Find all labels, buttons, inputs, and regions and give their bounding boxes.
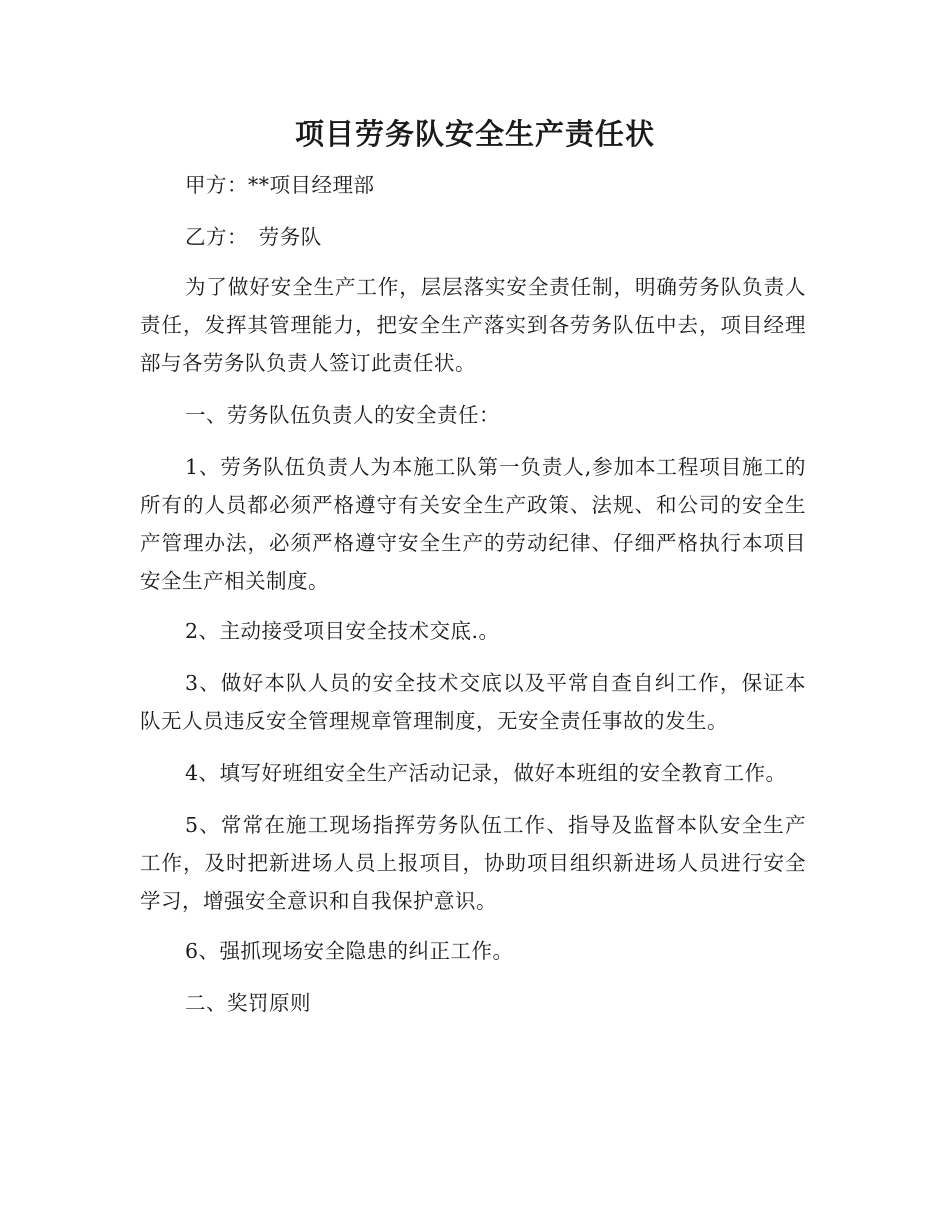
responsibility-item-6: 6、强抓现场安全隐患的纠正工作。 bbox=[185, 939, 514, 963]
responsibility-item-2: 2、主动接受项目安全技术交底.。 bbox=[185, 619, 500, 643]
responsibility-item-3: 3、做好本队人员的安全技术交底以及平常自查自纠工作，保证本队无人员违反安全管理规章管理制度，无安全责任事故的发生。 bbox=[140, 671, 806, 733]
party-a-line: 甲方：**项目经理部 bbox=[185, 173, 375, 197]
section-2-heading: 二、奖罚原则 bbox=[185, 991, 311, 1015]
intro-paragraph: 为了做好安全生产工作，层层落实安全责任制，明确劳务队负责人责任，发挥其管理能力，把安全生产落实到各劳务队伍中去，项目经理部与各劳务队负责人签订此责任状。 bbox=[140, 275, 806, 375]
party-b-line: 乙方： 劳务队 bbox=[185, 225, 322, 249]
responsibility-item-5: 5、常常在施工现场指挥劳务队伍工作、指导及监督本队安全生产工作，及时把新进场人员上报项目，协助项目组织新进场人员进行安全学习，增强安全意识和自我保护意识。 bbox=[140, 813, 806, 913]
responsibility-item-1: 1、劳务队伍负责人为本施工队第一负责人,参加本工程项目施工的所有的人员都必须严格遵守有关安全生产政策、法规、和公司的安全生产管理办法，必须严格遵守安全生产的劳动纪律、仔细严格执行本项目安全生产相关制度。 bbox=[140, 455, 806, 593]
document-title: 项目劳务队安全生产责任状 bbox=[294, 117, 655, 151]
responsibility-item-4: 4、填写好班组安全生产活动记录，做好本班组的安全教育工作。 bbox=[185, 761, 787, 785]
section-1-heading: 一、劳务队伍负责人的安全责任： bbox=[185, 403, 500, 427]
